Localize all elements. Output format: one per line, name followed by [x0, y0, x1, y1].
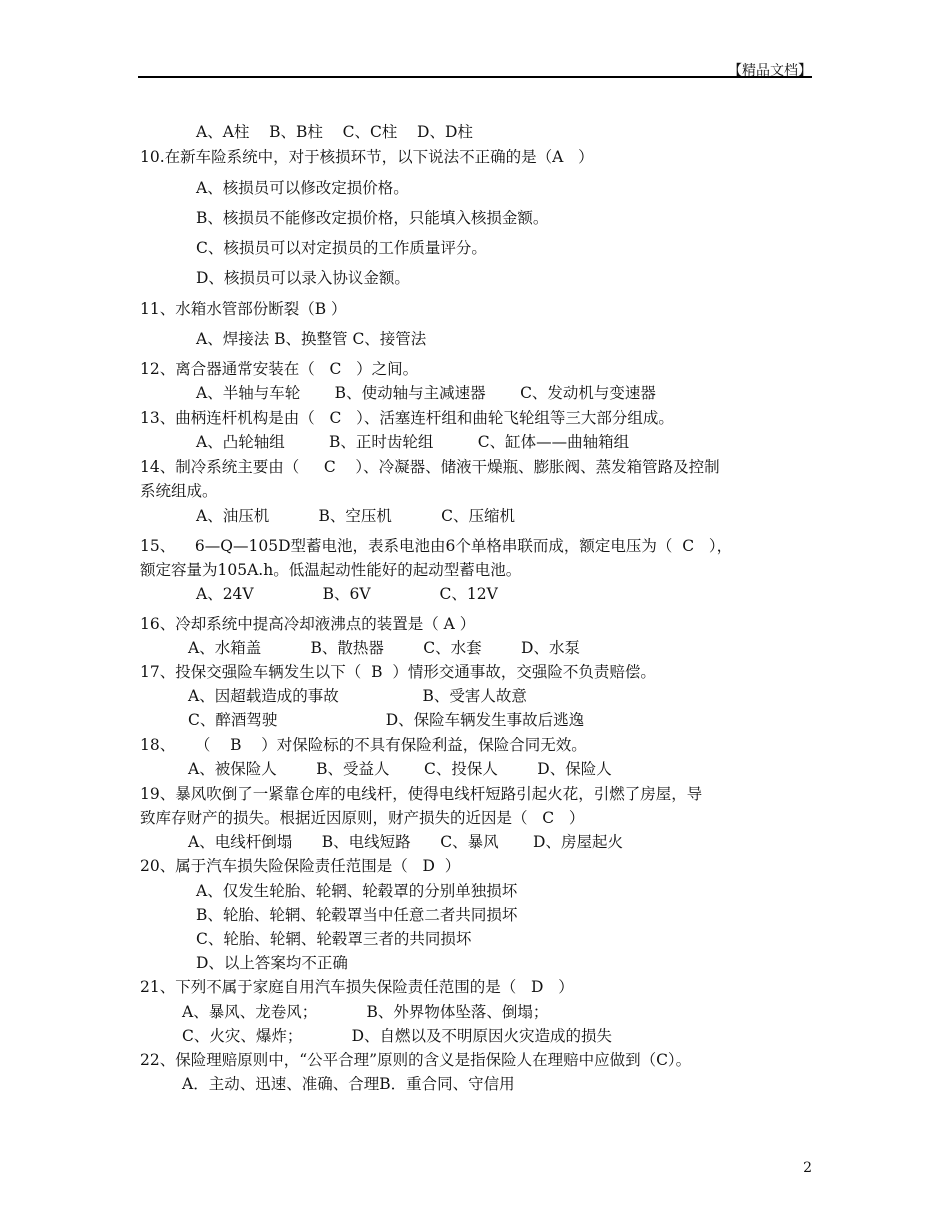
text-line: B、核损员不能修改定损价格，只能填入核损金额。	[196, 209, 549, 227]
text-line: 18、 （ B ）对保险标的不具有保险利益，保险合同无效。	[140, 736, 587, 754]
text-line: D、以上答案均不正确	[196, 954, 348, 972]
text-line: A、焊接法 B、换整管 C、接管法	[196, 330, 427, 348]
text-line: C、火灾、爆炸； D、自燃以及不明原因火灾造成的损失	[182, 1027, 613, 1045]
text-line: B、轮胎、轮辋、轮毂罩当中任意二者共同损坏	[196, 906, 518, 924]
text-line: 17、投保交强险车辆发生以下（ B ）情形交通事故，交强险不负责赔偿。	[140, 663, 656, 681]
text-line: 13、曲柄连杆机构是由（ C ）、活塞连杆组和曲轮飞轮组等三大部分组成。	[140, 409, 674, 427]
text-line: A、油压机 B、空压机 C、压缩机	[196, 507, 515, 525]
text-line: A、24V B、6V C、12V	[196, 585, 498, 603]
text-line: 19、暴风吹倒了一紧靠仓库的电线杆，使得电线杆短路引起火花，引燃了房屋，导	[140, 785, 703, 803]
text-line: 11、水箱水管部份断裂（B ）	[140, 300, 347, 318]
page-number: 2	[803, 1160, 812, 1176]
header-tag: 【精品文档】	[728, 63, 812, 79]
text-line: 21、下列不属于家庭自用汽车损失保险责任范围的是（ D ）	[140, 978, 574, 996]
text-line: A．主动、迅速、准确、合理B．重合同、守信用	[182, 1075, 515, 1093]
text-line: 20、属于汽车损失险保险责任范围是（ D ）	[140, 857, 461, 875]
text-line: 14、制冷系统主要由（ C ）、冷凝器、储液干燥瓶、膨胀阀、蒸发箱管路及控制	[140, 458, 720, 476]
text-line: A、核损员可以修改定损价格。	[196, 179, 409, 197]
text-line: A、凸轮轴组 B、正时齿轮组 C、缸体——曲轴箱组	[196, 433, 630, 451]
text-line: 16、冷却系统中提高冷却液沸点的装置是（ A ）	[140, 615, 476, 633]
text-line: 15、 6—Q—105D型蓄电池，表系电池由6个单格串联而成，额定电压为（ C ），	[140, 537, 733, 555]
text-line: A、暴风、龙卷风； B、外界物体坠落、倒塌；	[182, 1003, 549, 1021]
text-line: A、电线杆倒塌 B、电线短路 C、暴风 D、房屋起火	[188, 833, 623, 851]
text-line: 10.在新车险系统中，对于核损环节，以下说法不正确的是（A ）	[140, 148, 594, 166]
text-line: A、仅发生轮胎、轮辋、轮毂罩的分别单独损坏	[196, 882, 518, 900]
text-line: 22、保险理赔原则中，“公平合理”原则的含义是指保险人在理赔中应做到（C）。	[140, 1051, 692, 1069]
text-line: D、核损员可以录入协议金额。	[196, 269, 410, 287]
text-line: C、核损员可以对定损员的工作质量评分。	[196, 239, 487, 257]
text-line: A、水箱盖 B、散热器 C、水套 D、水泵	[188, 639, 580, 657]
header-rule	[138, 76, 812, 78]
text-line: 12、离合器通常安装在（ C ）之间。	[140, 360, 419, 378]
text-line: C、轮胎、轮辋、轮毂罩三者的共同损坏	[196, 930, 472, 948]
text-line: 系统组成。	[140, 482, 218, 500]
text-line: A、因超载造成的事故 B、受害人故意	[188, 687, 527, 705]
text-line: A、被保险人 B、受益人 C、投保人 D、保险人	[188, 760, 612, 778]
text-line: C、醉酒驾驶 D、保险车辆发生事故后逃逸	[188, 711, 585, 729]
text-line: A、半轴与车轮 B、使动轴与主减速器 C、发动机与变速器	[196, 384, 656, 402]
text-line: 致库存财产的损失。根据近因原则，财产损失的近因是（ C ）	[140, 809, 585, 827]
text-line: A、A柱 B、B柱 C、C柱 D、D柱	[196, 123, 473, 141]
text-line: 额定容量为105A.h。低温起动性能好的起动型蓄电池。	[140, 561, 522, 579]
